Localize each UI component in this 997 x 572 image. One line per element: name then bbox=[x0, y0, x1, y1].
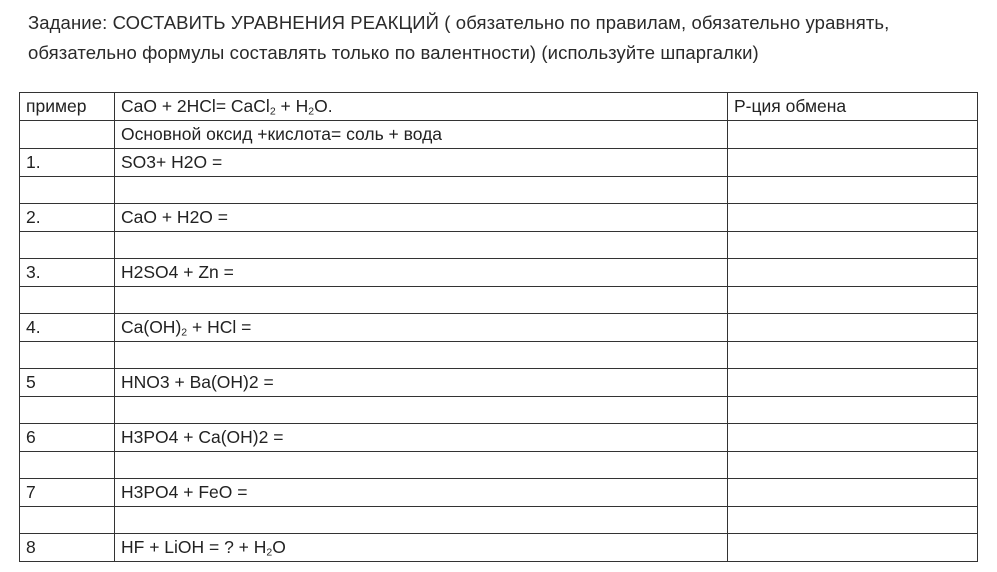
answer-cell[interactable] bbox=[728, 397, 978, 424]
empty-cell bbox=[728, 121, 978, 149]
task-instructions bbox=[28, 8, 978, 68]
equation-cell[interactable] bbox=[115, 204, 728, 232]
table-row bbox=[20, 204, 978, 232]
row-number: 3. bbox=[20, 259, 115, 287]
row-number: 1. bbox=[20, 149, 115, 177]
answer-row bbox=[20, 507, 978, 534]
answer-row bbox=[20, 397, 978, 424]
task-line-1: Задание: СОСТАВИТЬ УРАВНЕНИЯ РЕАКЦИЙ ( обязательно по правилам, обязательно уравнять, bbox=[28, 12, 890, 33]
reaction-rule: Основной оксид +кислота= соль + вода bbox=[115, 121, 728, 149]
answer-cell[interactable] bbox=[728, 232, 978, 259]
equation-cell[interactable] bbox=[115, 479, 728, 507]
eq-subscript: 2 bbox=[181, 326, 188, 339]
answer-line[interactable] bbox=[115, 232, 728, 259]
eq-part: HF + LiOH = ? + H bbox=[121, 536, 267, 557]
table-row bbox=[20, 369, 978, 397]
eq-part: Ca(OH) bbox=[121, 316, 182, 337]
answer-line[interactable] bbox=[115, 397, 728, 424]
answer-cell[interactable] bbox=[728, 534, 978, 562]
empty-cell bbox=[20, 287, 115, 314]
answer-cell[interactable] bbox=[728, 479, 978, 507]
eq-part: CaO + H2O = bbox=[121, 207, 228, 227]
answer-line[interactable] bbox=[115, 177, 728, 204]
answer-cell[interactable] bbox=[728, 314, 978, 342]
empty-cell bbox=[20, 397, 115, 424]
rule-row bbox=[20, 121, 978, 149]
table-row bbox=[20, 424, 978, 452]
eq-subscript: 2 bbox=[269, 105, 276, 118]
equation-cell[interactable] bbox=[115, 259, 728, 287]
equation-cell[interactable] bbox=[115, 424, 728, 452]
eq-part: + H bbox=[275, 95, 309, 116]
empty-cell bbox=[20, 177, 115, 204]
table-row bbox=[20, 149, 978, 177]
equation-cell[interactable] bbox=[115, 149, 728, 177]
answer-cell[interactable] bbox=[728, 342, 978, 369]
answer-row bbox=[20, 287, 978, 314]
answer-row bbox=[20, 342, 978, 369]
example-equation bbox=[115, 93, 728, 121]
table-row bbox=[20, 314, 978, 342]
eq-part: + HCl = bbox=[187, 316, 252, 337]
answer-line[interactable] bbox=[115, 452, 728, 479]
answer-line[interactable] bbox=[115, 342, 728, 369]
answer-cell[interactable] bbox=[728, 424, 978, 452]
answer-cell[interactable] bbox=[728, 149, 978, 177]
eq-part: H3PO4 + Ca(OH)2 = bbox=[121, 427, 284, 447]
table-row bbox=[20, 534, 978, 562]
empty-cell bbox=[20, 342, 115, 369]
eq-part: H2SO4 + Zn = bbox=[121, 262, 234, 282]
task-line-2: обязательно формулы составлять только по валентности) (используйте шпаргалки) bbox=[28, 42, 759, 63]
answer-row bbox=[20, 452, 978, 479]
eq-part: O. bbox=[314, 95, 333, 116]
eq-part: HNO3 + Ba(OH)2 = bbox=[121, 372, 274, 392]
answer-cell[interactable] bbox=[728, 177, 978, 204]
answer-line[interactable] bbox=[115, 507, 728, 534]
answer-cell[interactable] bbox=[728, 452, 978, 479]
row-number: 5 bbox=[20, 369, 115, 397]
eq-part: O bbox=[272, 536, 286, 557]
empty-cell bbox=[20, 232, 115, 259]
row-number: 2. bbox=[20, 204, 115, 232]
row-number: 4. bbox=[20, 314, 115, 342]
row-number: 6 bbox=[20, 424, 115, 452]
answer-row bbox=[20, 232, 978, 259]
reaction-type: Р-ция обмена bbox=[728, 93, 978, 121]
table-row bbox=[20, 479, 978, 507]
eq-part: H3PO4 + FeO = bbox=[121, 482, 248, 502]
answer-cell[interactable] bbox=[728, 259, 978, 287]
example-label: пример bbox=[20, 93, 115, 121]
equation-cell[interactable] bbox=[115, 369, 728, 397]
row-number: 7 bbox=[20, 479, 115, 507]
table-header-row bbox=[20, 93, 978, 121]
eq-part: SO3+ H2O = bbox=[121, 152, 223, 172]
table-row bbox=[20, 259, 978, 287]
empty-cell bbox=[20, 452, 115, 479]
answer-row bbox=[20, 177, 978, 204]
reactions-table bbox=[19, 92, 978, 562]
eq-subscript: 2 bbox=[308, 105, 315, 118]
answer-line[interactable] bbox=[115, 287, 728, 314]
answer-cell[interactable] bbox=[728, 204, 978, 232]
empty-cell bbox=[20, 507, 115, 534]
row-number: 8 bbox=[20, 534, 115, 562]
equation-cell[interactable] bbox=[115, 314, 728, 342]
empty-cell bbox=[20, 121, 115, 149]
answer-cell[interactable] bbox=[728, 287, 978, 314]
answer-cell[interactable] bbox=[728, 369, 978, 397]
answer-cell[interactable] bbox=[728, 507, 978, 534]
equation-cell[interactable] bbox=[115, 534, 728, 562]
eq-part: CaO + 2HCl= CaCl bbox=[121, 95, 270, 116]
eq-subscript: 2 bbox=[266, 546, 273, 559]
